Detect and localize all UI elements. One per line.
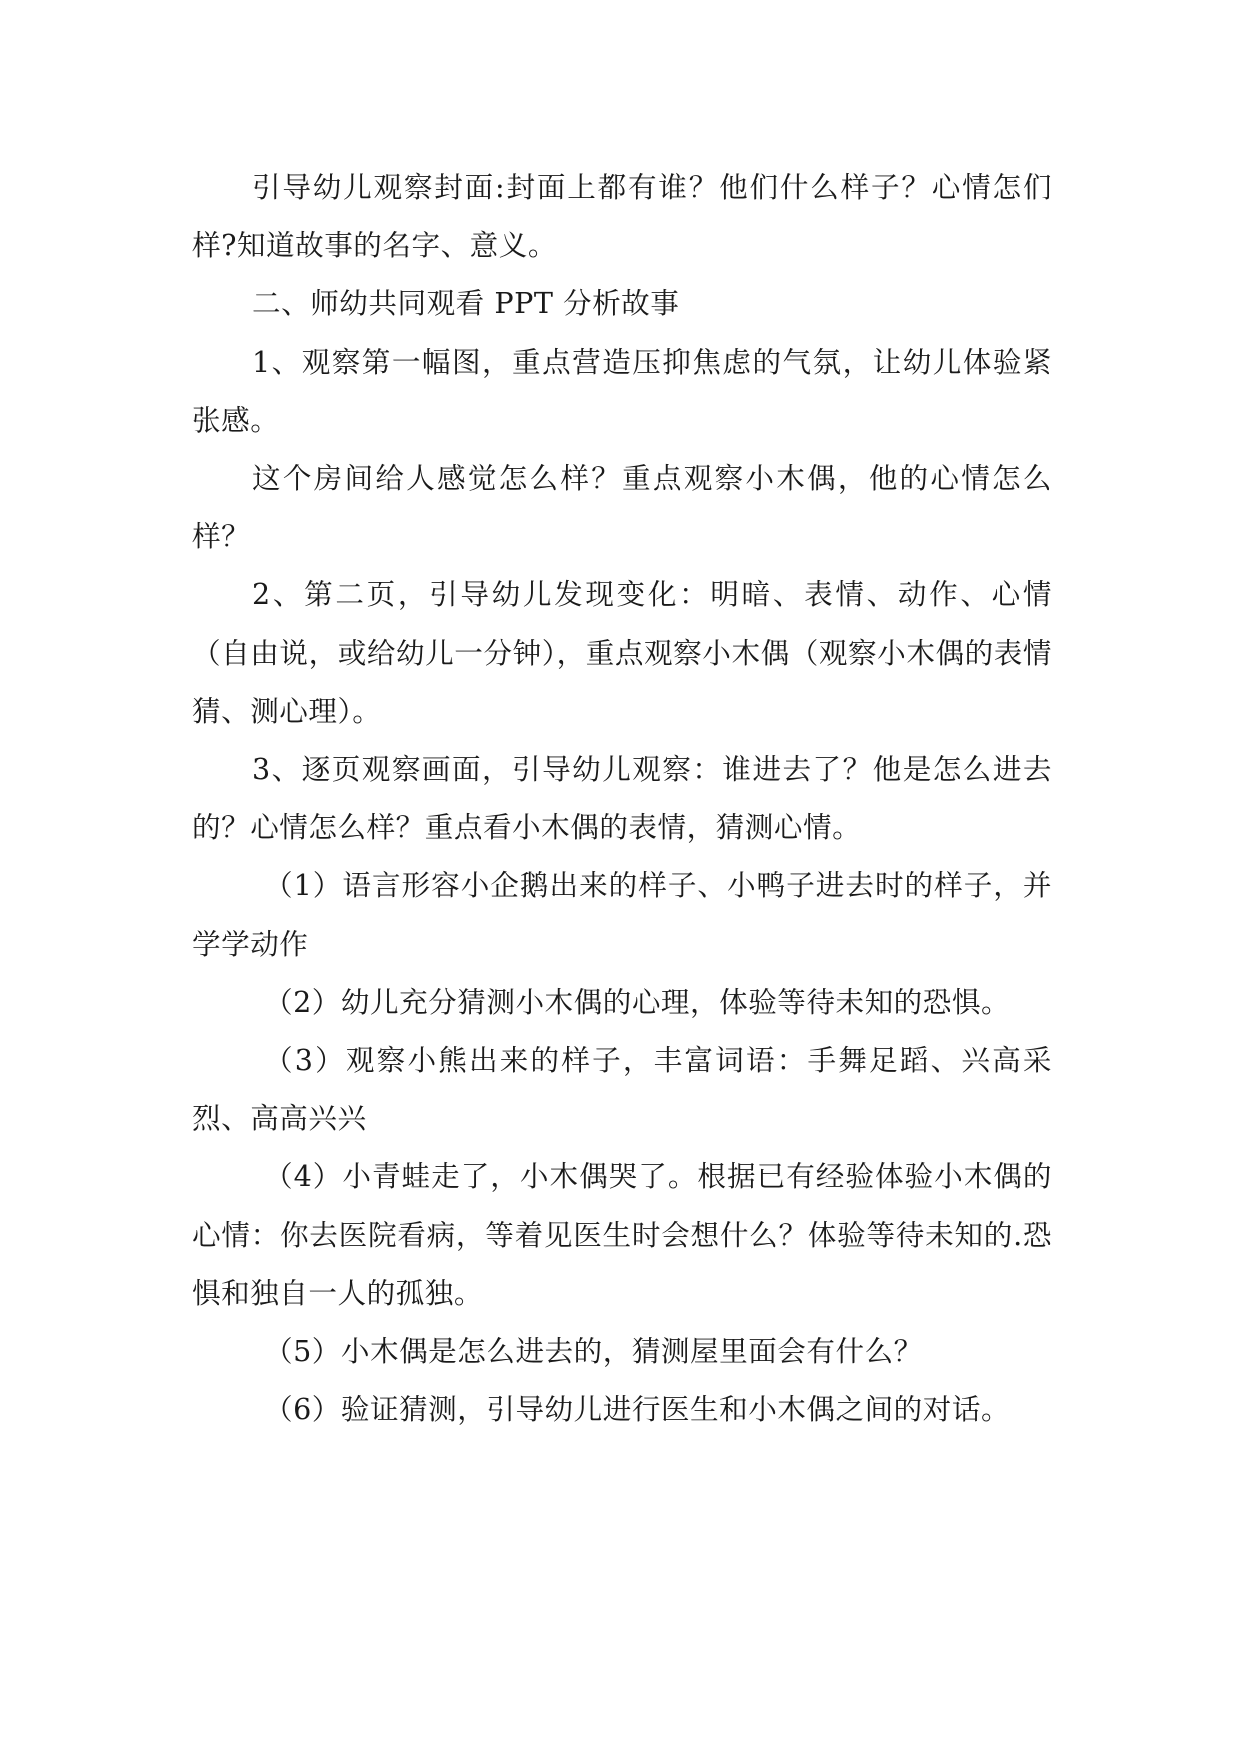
paragraph-step-2: 2、第二页，引导幼儿发现变化：明暗、表情、动作、心情（自由说，或给幼儿一分钟），重点观察小木偶（观察小木偶的表情猜、测心理）。: [192, 577, 1052, 728]
document-body: [192, 158, 1052, 1438]
paragraph-substep-6: （6）验证猜测，引导幼儿进行医生和小木偶之间的对话。: [264, 1392, 1011, 1427]
paragraph-step-3: 3、逐页观察画面，引导幼儿观察：谁进去了？他是怎么进去的？心情怎么样？重点看小木偶的表情，猜测心情。: [192, 752, 1052, 845]
paragraph-step-1: 1、观察第一幅图，重点营造压抑焦虑的气氛，让幼儿体验紧张感。: [192, 344, 1052, 437]
section-heading-ppt-analysis: 二、师幼共同观看 PPT 分析故事: [252, 286, 680, 321]
paragraph-room-question: 这个房间给人感觉怎么样？重点观察小木偶，他的心情怎么样？: [192, 461, 1052, 554]
paragraph-cover-observation: 引导幼儿观察封面:封面上都有谁？他们什么样子？心情怎们样?知道故事的名字、意义。: [192, 170, 1052, 263]
paragraph-substep-4: （4）小青蛙走了，小木偶哭了。根据已有经验体验小木偶的心情：你去医院看病，等着见医生时会想什么？体验等待未知的.恐惧和独自一人的孤独。: [192, 1159, 1052, 1310]
paragraph-substep-5: （5）小木偶是怎么进去的，猜测屋里面会有什么？: [264, 1334, 923, 1369]
paragraph-substep-2: （2）幼儿充分猜测小木偶的心理，体验等待未知的恐惧。: [264, 984, 1011, 1019]
paragraph-substep-3: （3）观察小熊出来的样子，丰富词语：手舞足蹈、兴高采烈、高高兴兴: [192, 1043, 1052, 1136]
paragraph-substep-1: （1）语言形容小企鹅出来的样子、小鸭子进去时的样子，并学学动作: [192, 868, 1052, 961]
